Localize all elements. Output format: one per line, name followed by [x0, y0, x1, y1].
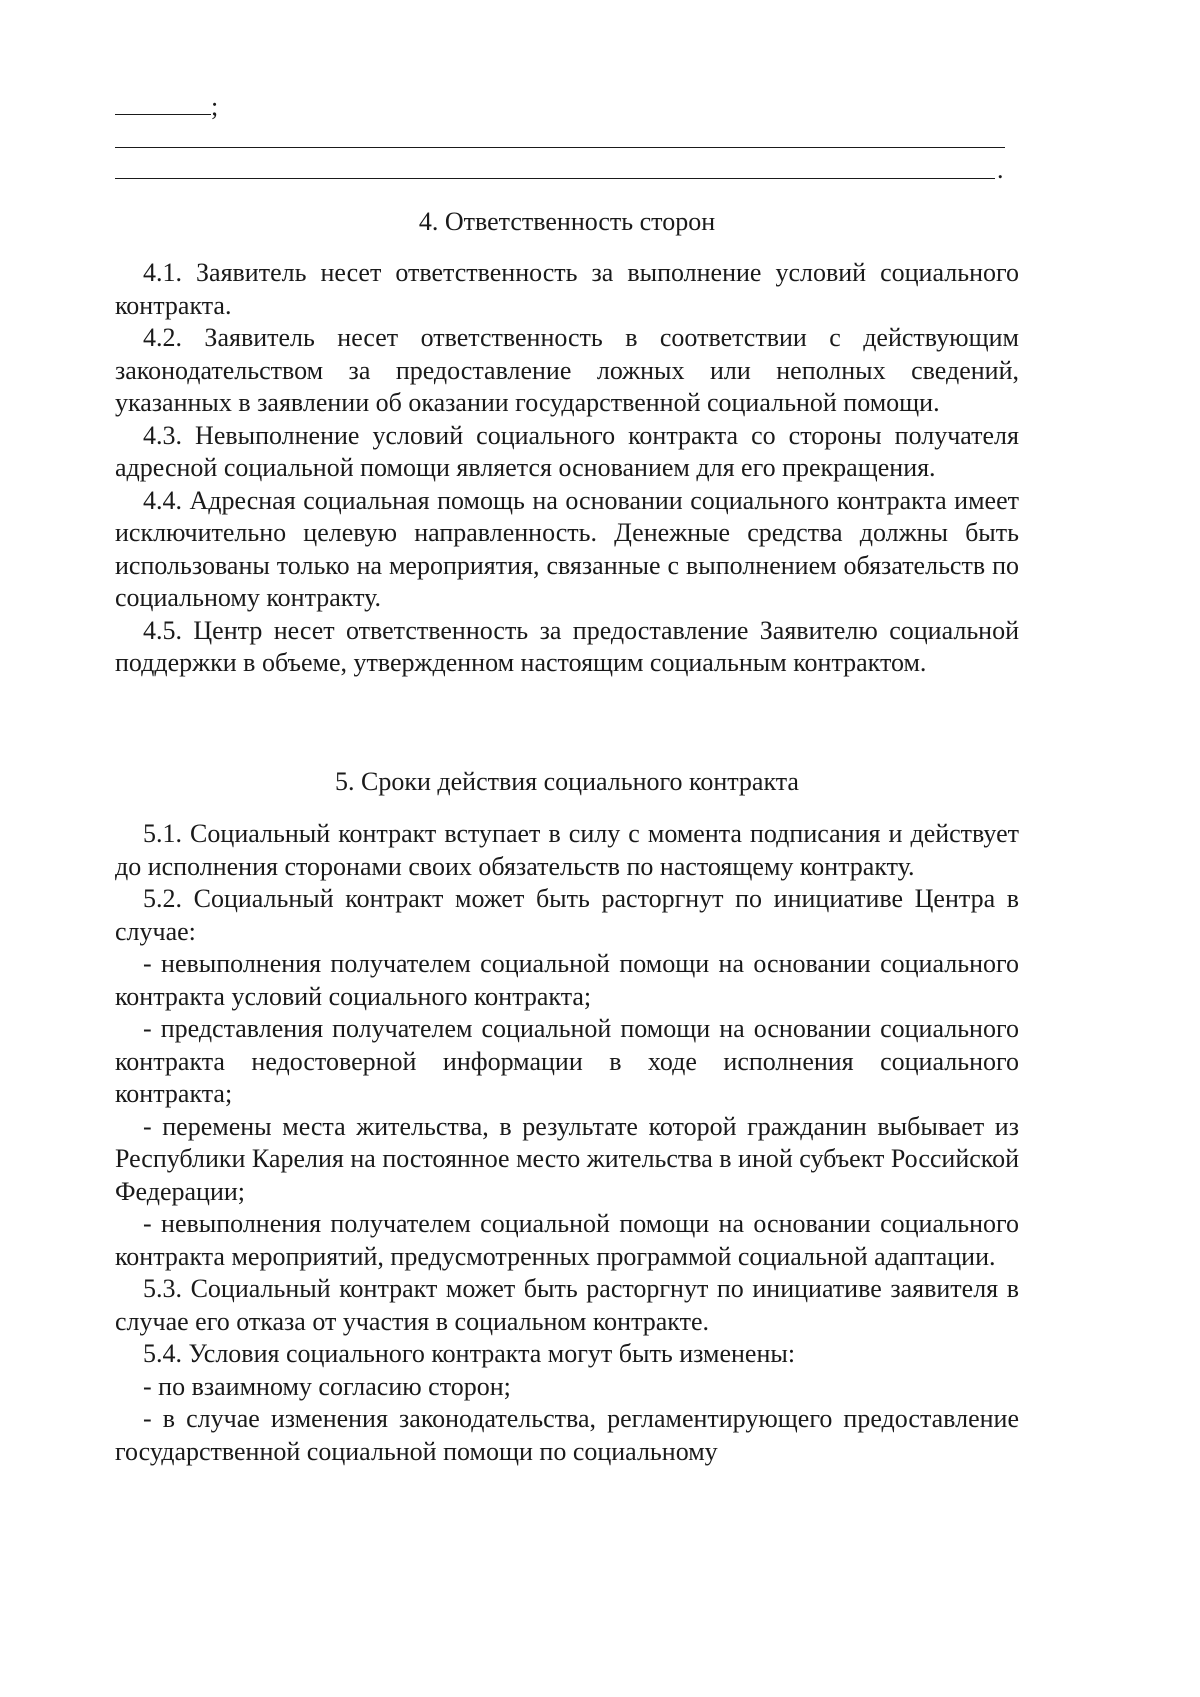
list-item-5-2-c: - перемены места жительства, в результате которой гражданин выбывает из Республики Карелия на постоянное место жительства в иной субъект Российской Федерации;: [115, 1111, 1019, 1206]
blank-field-short: [115, 92, 218, 122]
paragraph-5-2: 5.2. Социальный контракт может быть расторгнут по инициативе Центра в случае:: [115, 884, 1019, 946]
paragraph-4-1: 4.1. Заявитель несет ответственность за выполнение условий социального контракта.: [115, 258, 1019, 320]
section-5-body: [115, 818, 1019, 1468]
list-item-5-4-a: - по взаимному согласию сторон;: [143, 1371, 511, 1401]
list-item-5-2-a: - невыполнения получателем социальной помощи на основании социального контракта условий социального контракта;: [115, 949, 1019, 1011]
list-item-5-4-b: - в случае изменения законодательства, регламентирующего предоставление государственной социальной помощи по социальному: [115, 1404, 1019, 1466]
section-4-body: [115, 257, 1019, 680]
blank-line-full: [115, 147, 1005, 148]
paragraph-5-4: 5.4. Условия социального контракта могут быть изменены:: [143, 1339, 796, 1368]
paragraph-4-3: 4.3. Невыполнение условий социального контракта со стороны получателя адресной социальной помощи является основанием для его прекращения.: [115, 420, 1019, 482]
section-5-heading: 5. Сроки действия социального контракта: [335, 767, 799, 796]
list-item-5-2-b: - представления получателем социальной помощи на основании социального контракта недостоверной информации в ходе исполнения социального контракта;: [115, 1014, 1019, 1108]
section-4-heading: 4. Ответственность сторон: [418, 207, 716, 236]
blank-period-mark: .: [997, 155, 1004, 184]
paragraph-5-1: 5.1. Социальный контракт вступает в силу с момента подписания и действует до исполнения сторонами своих обязательств по настоящему контракту.: [115, 819, 1019, 881]
blank-line-full-second: [115, 178, 995, 179]
paragraph-4-4: 4.4. Адресная социальная помощь на основании социального контракта имеет исключительно целевую направленность. Денежные средства должны быть использованы только на мероприятия, связанные с выполнением обязательств по социальному контракту.: [115, 485, 1019, 612]
list-item-5-2-d: - невыполнения получателем социальной помощи на основании социального контракта мероприятий, предусмотренных программой социальной адаптации.: [115, 1209, 1019, 1271]
blank-semicolon-mark: ;: [211, 92, 219, 121]
paragraph-4-2: 4.2. Заявитель несет ответственность в соответствии с действующим законодательством за предоставление ложных или неполных сведений, указанных в заявлении об оказании государственной социальной помощи.: [115, 323, 1019, 417]
paragraph-5-3: 5.3. Социальный контракт может быть расторгнут по инициативе заявителя в случае его отказа от участия в социальном контракте.: [115, 1274, 1019, 1336]
blank-underline-short: [115, 92, 211, 115]
paragraph-4-5: 4.5. Центр несет ответственность за предоставление Заявителю социальной поддержки в объеме, утвержденном настоящим социальным контрактом.: [115, 615, 1019, 677]
